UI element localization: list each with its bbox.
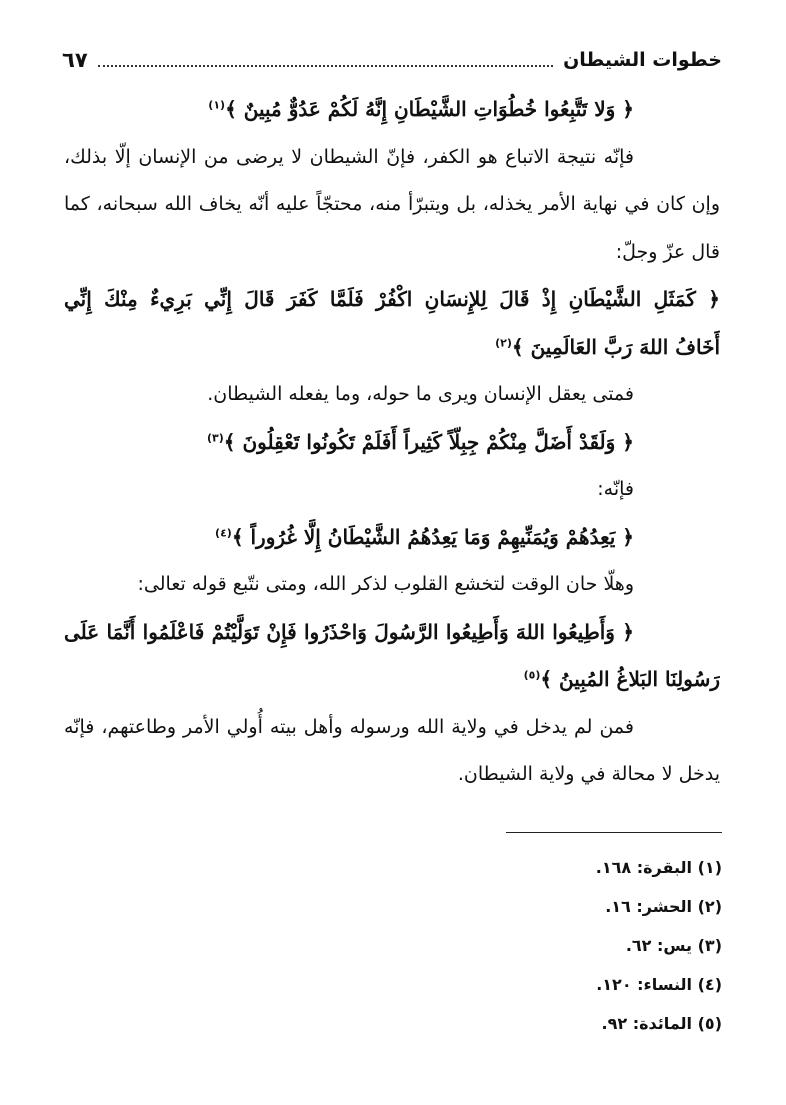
paragraph-line: فإنّه: — [597, 478, 634, 500]
paragraph-line: فإنّه نتيجة الاتباع هو الكفر، فإنّ الشيطان لا يرضى من الإنسان إلّا بذلك، — [64, 145, 634, 168]
footnote-item: (٣) يس: ٦٢. — [625, 936, 722, 955]
running-header — [62, 44, 722, 76]
footnote-item: (١) البقرة: ١٦٨. — [595, 858, 722, 877]
dotted-leader — [98, 65, 553, 67]
quran-verse-line: أَخَافُ اللهَ رَبَّ العَالَمِينَ ﴾$^{(٢)}$ — [495, 334, 720, 359]
footnote-ref: (٤) — [215, 525, 232, 539]
footnote-ref: (٢) — [495, 335, 512, 349]
paragraph-line: فمتى يعقل الإنسان ويرى ما حوله، وما يفعله الشيطان. — [207, 383, 634, 405]
footnote-ref: (٣) — [207, 430, 224, 444]
footnotes — [322, 848, 722, 1043]
quran-verse-line: ﴿ وَلَقَدْ أَضَلَّ مِنْكُمْ جِبِلّاً كَثِيراً أَفَلَمْ تَكُونُوا تَعْقِلُونَ ﴾$^{(٣)}$ — [207, 429, 634, 454]
paragraph-line: يدخل لا محالة في ولاية الشيطان. — [457, 763, 720, 785]
paragraph-line: فمن لم يدخل في ولاية الله ورسوله وأهل بيته أُولي الأمر وطاعتهم، فإنّه — [64, 715, 634, 738]
body-text — [64, 86, 720, 799]
quran-verse-line: رَسُولِنَا البَلاغُ المُبِينُ ﴾$^{(٥)}$ — [523, 667, 720, 691]
footnote-item: (٤) النساء: ١٢٠. — [596, 975, 722, 994]
quran-verse-line: ﴿ وَأَطِيعُوا اللهَ وَأَطِيعُوا الرَّسُولَ وَاحْذَرُوا فَإِنْ تَوَلَّيْتُمْ فَاعْلَمُوا أَنَّمَا عَلَى — [64, 619, 634, 644]
footnote-item: (٥) المائدة: ٩٢. — [601, 1014, 722, 1033]
paragraph-line: وإن كان في نهاية الأمر يخذله، بل ويتبرّأ منه، محتجّاً عليه أنّه يخاف الله سبحانه، كما — [64, 193, 720, 215]
footnote-ref: (١) — [208, 98, 226, 112]
quran-verse-line: ﴿ يَعِدُهُمْ وَيُمَنِّيهِمْ وَمَا يَعِدُهُمُ الشَّيْطَانُ إِلَّا غُرُوراً ﴾$^{(٤)}$ — [215, 524, 634, 549]
paragraph-line: وهلّا حان الوقت لتخشع القلوب لذكر الله، ومتى نتّبع قوله تعالى: — [137, 573, 634, 595]
footnote-ref: (٥) — [523, 668, 541, 682]
running-title: خطوات الشيطان — [563, 49, 722, 71]
page-number: ٦٧ — [62, 48, 88, 72]
footnote-item: (٢) الحشر: ١٦. — [605, 897, 722, 916]
paragraph-line: قال عزّ وجلّ: — [615, 240, 720, 263]
quran-verse-line: ﴿ وَلا تَتَّبِعُوا خُطُوَاتِ الشَّيْطَانِ إِنَّهُ لَكُمْ عَدُوٌّ مُبِينٌ ﴾$^{(١)}$ — [208, 97, 634, 121]
quran-verse-line: ﴿ كَمَثَلِ الشَّيْطَانِ إِذْ قَالَ لِلإِنسَانِ اكْفُرْ فَلَمَّا كَفَرَ قَالَ إِنِّي بَرِيءٌ مِنْكَ إِنِّي — [64, 287, 720, 311]
footnote-divider — [506, 832, 722, 833]
